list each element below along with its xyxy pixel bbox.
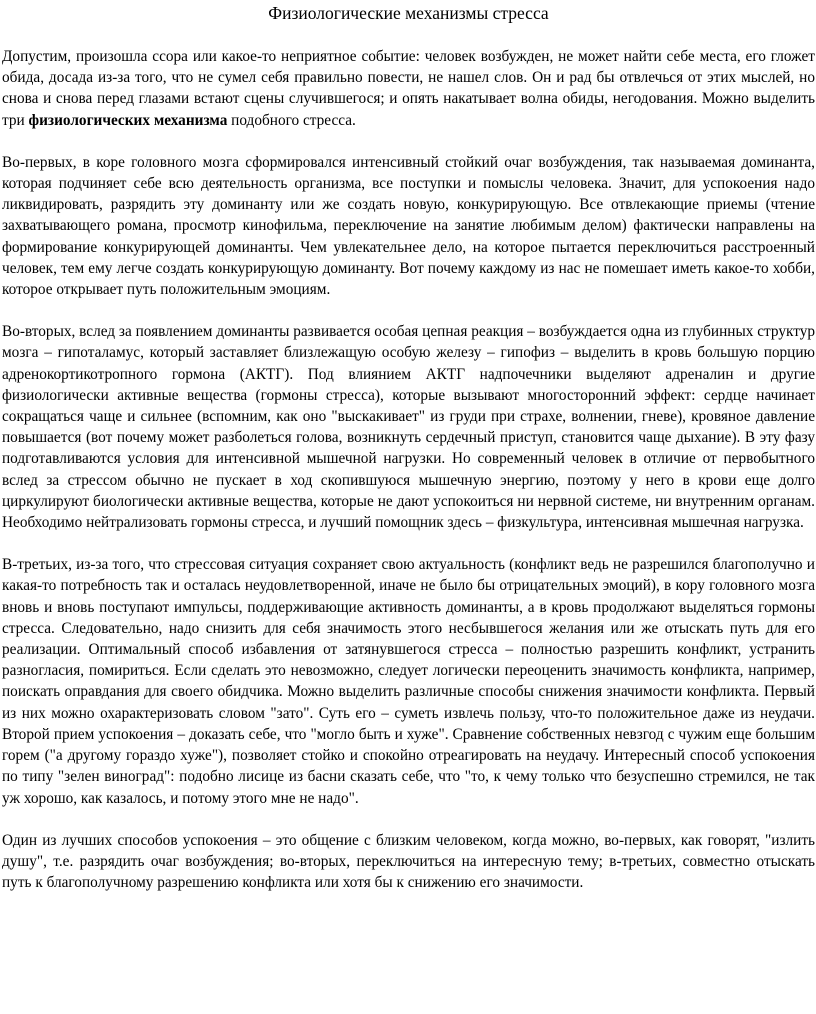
paragraph-second-mechanism: Во-вторых, вслед за появлением доминанты развивается особая цепная реакция – возбуждается одна из глубинных структур мозга – гипоталамус, который заставляет близлежащую особую железу – гипофиз – выделить в кровь большую порцию адренокортикотропного гормона (АКТГ). Под влиянием АКТГ надпочечники выделяют адреналин и другие физиологически активные вещества (гормоны стресса), которые вызывают многосторонний эффект: сердце начинает сокращаться чаще и сильнее (вспомним, как оно "выскакивает" из груди при страхе, волнении, гневе), кровяное давление повышается (вот почему может разболеться голова, возникнуть сердечный приступ, становится чаще дыхание). В эту фазу подготавливаются условия для интенсивной мышечной нагрузки. Но современный человек в отличие от первобытного вслед за стрессом обычно не пускает в ход скопившуюся мышечную энергию, поэтому у него в крови еще долго циркулируют биологически активные вещества, которые не дают успокоиться ни нервной системе, ни внутренним органам. Необходимо нейтрализовать гормоны стресса, и лучший помощник здесь – физкультура, интенсивная мышечная нагрузка. (2, 323, 815, 532)
paragraph-first-mechanism: Во-первых, в коре головного мозга сформировался интенсивный стойкий очаг возбуждения, так называемая доминанта, которая подчиняет себе всю деятельность организма, все поступки и помыслы человека. Значит, для успокоения надо ликвидировать, разрядить эту доминанту или же создать новую, конкурирующую. Все отвлекающие приемы (чтение захватывающего романа, просмотр кинофильма, переключение на занятие любимым делом) фактически направлены на формирование конкурирующей доминанты. Чем увлекательнее дело, на которое пытается переключиться расстроенный человек, тем ему легче создать конкурирующую доминанту. Вот почему каждому из нас не помешает иметь какое-то хобби, которое открывает путь положительным эмоциям. (2, 153, 815, 299)
intro-text-end: подобного стресса. (227, 111, 356, 129)
paragraph-communication: Один из лучших способов успокоения – это общение с близким человеком, когда можно, во-первых, как говорят, "излить душу", т.е. разрядить очаг возбуждения; во-вторых, переключиться на интересную тему; в-третьих, совместно отыскать путь к благополучному разрешению конфликта или хотя бы к снижению его значимости. (2, 831, 815, 892)
intro-text: Допустим, произошла ссора или какое-то неприятное событие: человек возбужден, не может найти себе места, его гложет обида, досада из-за того, что не сумел себя правильно повести, не нашел слов. Он и рад бы отвлечься от этих мыслей, но снова и снова перед глазами встают сцены случившегося; и опять накатывает волна обиды, негодования. Можно выделить три (2, 48, 815, 129)
paragraph-third-mechanism: В-третьих, из-за того, что стрессовая ситуация сохраняет свою актуальность (конфликт ведь не разрешился благополучно и какая-то потребность так и осталась неудовлетворенной, иначе не было бы отрицательных эмоций), в кору головного мозга вновь и вновь поступают импульсы, поддерживающие активность доминанты, а в кровь продолжают выделяться гормоны стресса. Следовательно, надо снизить для себя значимость этого несбывшегося желания или же отыскать путь для его реализации. Оптимальный способ избавления от затянувшегося стресса – полностью разрешить конфликт, устранить разногласия, помириться. Если сделать это невозможно, следует логически переоценить значимость конфликта, например, поискать оправдания для своего обидчика. Можно выделить различные способы снижения значимости конфликта. Первый из них можно охарактеризовать словом "зато". Суть его – суметь извлечь пользу, что-то положительное даже из неудачи. Второй прием успокоения – доказать себе, что "могло быть и хуже". Сравнение собственных невзгод с чужим еще большим горем ("а другому гораздо хуже"), позволяет стойко и спокойно отреагировать на неудачу. Интересный способ успокоения по типу "зелен виноград": подобно лисице из басни сказать себе, что "то, к чему только что безуспешно стремился, не так уж хорошо, как казалось, и потому этого мне не надо". (2, 556, 815, 807)
intro-bold-term: физиологических механизма (28, 111, 228, 129)
page-title: Физиологические механизмы стресса (268, 3, 549, 23)
intro-paragraph (2, 46, 815, 131)
